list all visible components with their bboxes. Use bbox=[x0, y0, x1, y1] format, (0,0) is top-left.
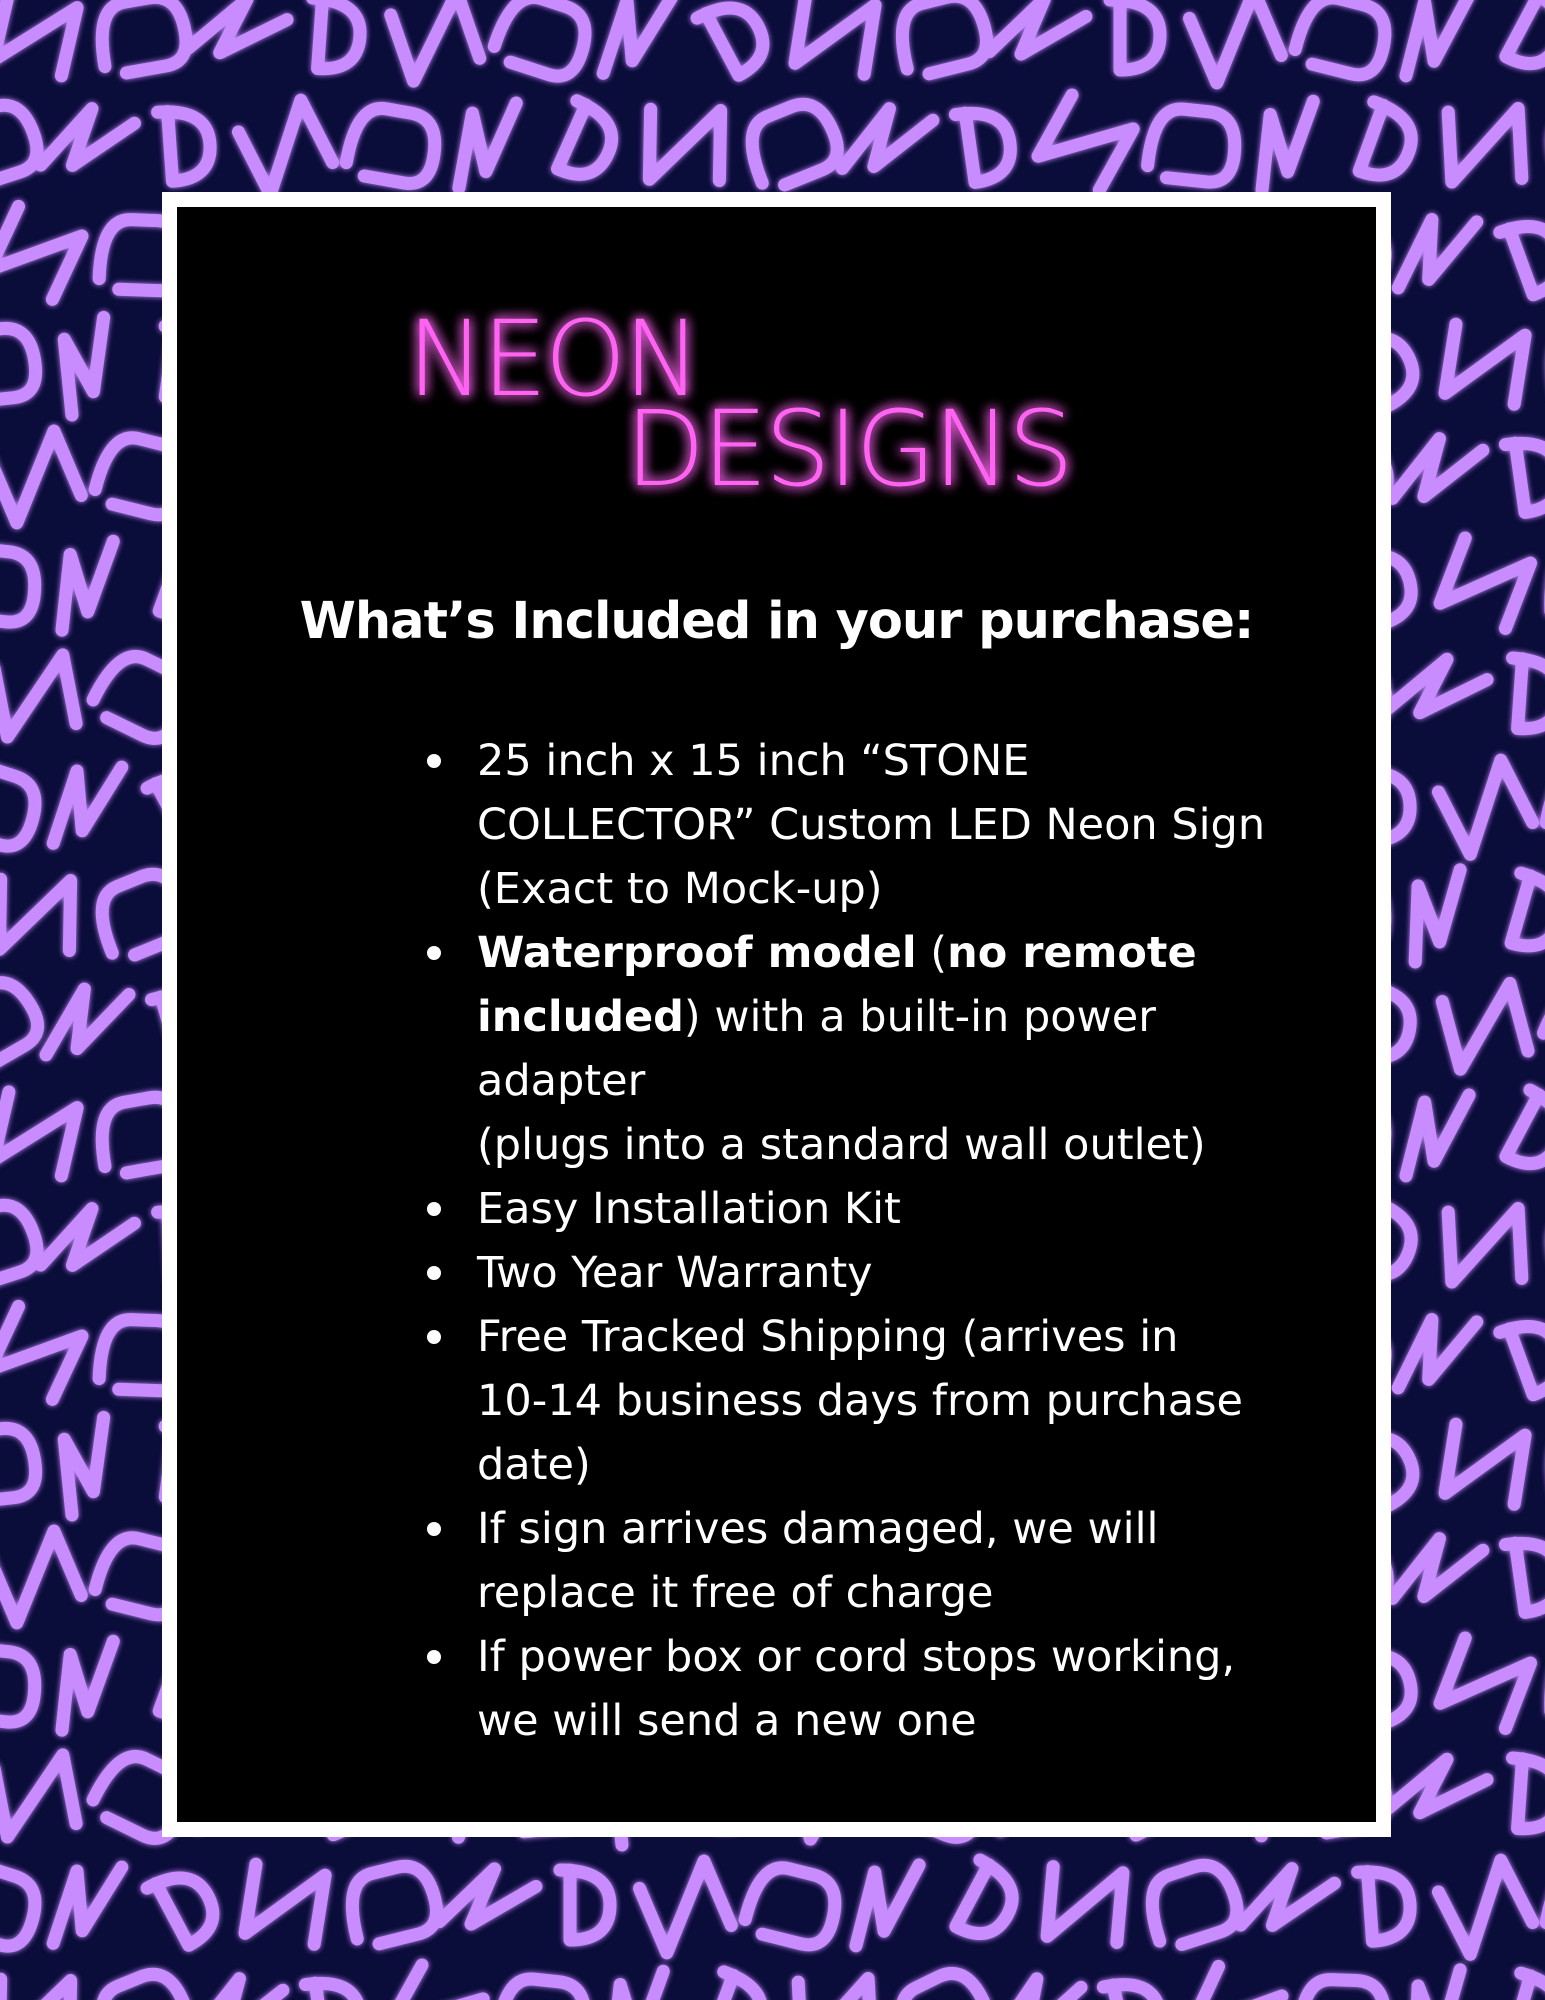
neon-squiggle-shape bbox=[440, 1857, 536, 1951]
neon-squiggle-shape bbox=[0, 431, 81, 523]
neon-squiggle-shape bbox=[1141, 1858, 1243, 1951]
neon-squiggle-shape bbox=[1189, 1966, 1282, 2000]
neon-squiggle-shape bbox=[640, 1861, 732, 1953]
neon-squiggle-shape bbox=[0, 1425, 38, 1504]
neon-squiggle-shape bbox=[649, 109, 720, 180]
neon-squiggle-shape bbox=[1438, 760, 1532, 854]
item-line: If power box or cord stops working, bbox=[477, 1632, 1236, 1682]
neon-squiggle-shape bbox=[1440, 538, 1530, 628]
neon-squiggle-shape bbox=[147, 1865, 224, 1950]
neon-squiggle-shape bbox=[38, 1417, 138, 1515]
neon-squiggle-shape bbox=[1350, 102, 1421, 185]
neon-squiggle-shape bbox=[345, 104, 441, 188]
neon-squiggle-shape bbox=[592, 1971, 684, 2000]
bullet-icon bbox=[427, 1650, 441, 1664]
neon-squiggle-shape bbox=[192, 1971, 283, 2000]
list-item bbox=[427, 1497, 1277, 1625]
bullet-icon bbox=[427, 1522, 441, 1536]
item-line: Two Year Warranty bbox=[477, 1248, 873, 1298]
neon-squiggle-shape bbox=[1502, 1973, 1545, 2000]
neon-squiggle-shape bbox=[1448, 108, 1522, 182]
bullet-icon bbox=[427, 1266, 441, 1280]
neon-squiggle-shape bbox=[1038, 95, 1133, 190]
item-line: date) bbox=[477, 1440, 591, 1490]
item-line: 10-14 business days from purchase bbox=[477, 1376, 1243, 1426]
neon-squiggle-shape bbox=[0, 1646, 38, 1725]
neon-squiggle-shape bbox=[1508, 1758, 1545, 1831]
logo-word-neon: NEON bbox=[407, 298, 699, 420]
page-title: What’s Included in your purchase: bbox=[299, 592, 1254, 651]
neon-squiggle-shape bbox=[1505, 1538, 1545, 1614]
neon-squiggle-shape bbox=[1508, 658, 1545, 731]
item-line: we will send a new one bbox=[477, 1696, 977, 1746]
neon-squiggle-shape bbox=[1395, 0, 1480, 76]
neon-squiggle-shape bbox=[1445, 324, 1525, 404]
neon-squiggle-shape bbox=[0, 1979, 71, 2000]
neon-squiggle-shape bbox=[842, 101, 933, 188]
neon-squiggle-shape bbox=[1110, 0, 1160, 70]
item-line: 25 inch x 15 inch “STONE bbox=[477, 736, 1030, 786]
neon-squiggle-shape bbox=[0, 546, 38, 625]
neon-squiggle-shape bbox=[245, 1864, 325, 1944]
neon-squiggle-shape bbox=[1241, 1859, 1335, 1950]
neon-squiggle-shape bbox=[560, 1870, 610, 1940]
neon-squiggle-shape bbox=[743, 1861, 842, 1949]
neon-squiggle-shape bbox=[1242, 101, 1334, 190]
neon-squiggle-shape bbox=[46, 985, 129, 1064]
neon-squiggle-shape bbox=[1190, 0, 1282, 83]
neon-squiggle-shape bbox=[798, 1978, 872, 2000]
neon-squiggle-shape bbox=[0, 1531, 81, 1623]
neon-squiggle-shape bbox=[95, 0, 191, 76]
neon-squiggle-shape bbox=[42, 1641, 134, 1730]
neon-squiggle-shape bbox=[41, 1199, 135, 1290]
neon-squiggle-shape bbox=[1540, 978, 1545, 1075]
list-item bbox=[427, 1241, 1277, 1305]
neon-squiggle-shape bbox=[1398, 218, 1477, 292]
neon-squiggle-shape bbox=[700, 1972, 771, 2000]
item-line: Free Tracked Shipping (arrives in bbox=[477, 1312, 1179, 1362]
neon-squiggle-shape bbox=[1500, 1315, 1545, 1398]
neon-squiggle-shape bbox=[1497, 1090, 1545, 1175]
item-bold-text: no remote bbox=[947, 928, 1197, 978]
neon-squiggle-shape bbox=[795, 0, 875, 74]
neon-squiggle-shape bbox=[697, 0, 774, 80]
logo-word-designs: DESIGNS bbox=[625, 388, 1071, 510]
neon-squiggle-shape bbox=[188, 0, 287, 82]
neon-squiggle-shape bbox=[740, 96, 845, 193]
neon-squiggle-shape bbox=[0, 1859, 44, 1952]
neon-squiggle-shape bbox=[0, 759, 44, 852]
item-bold-text: included bbox=[477, 992, 684, 1042]
neon-squiggle-shape bbox=[1299, 1979, 1386, 2000]
neon-squiggle-shape bbox=[1500, 215, 1545, 298]
neon-designs-logo bbox=[407, 297, 1107, 517]
neon-squiggle-shape bbox=[0, 206, 82, 299]
item-text: ( bbox=[916, 928, 948, 978]
neon-squiggle-shape bbox=[1442, 983, 1528, 1069]
neon-squiggle-shape bbox=[990, 0, 1086, 81]
bullet-icon bbox=[427, 1330, 441, 1344]
item-line: (Exact to Mock-up) bbox=[477, 864, 883, 914]
item-line: (plugs into a standard wall outlet) bbox=[477, 1120, 1206, 1170]
item-text: ) with a built-in power bbox=[683, 992, 1156, 1042]
content-panel bbox=[177, 207, 1376, 1822]
neon-squiggle-shape bbox=[0, 1306, 82, 1399]
neon-squiggle-shape bbox=[0, 1198, 44, 1291]
neon-squiggle-shape bbox=[90, 1966, 195, 2000]
item-line: COLLECTOR” Custom LED Neon Sign bbox=[477, 800, 1266, 850]
bullet-icon bbox=[427, 1202, 441, 1216]
neon-squiggle-shape bbox=[343, 1860, 442, 1948]
neon-squiggle-shape bbox=[1438, 1860, 1532, 1954]
neon-squiggle-shape bbox=[308, 0, 363, 71]
neon-squiggle-shape bbox=[0, 879, 71, 950]
item-line: If sign arrives damaged, we will bbox=[477, 1504, 1159, 1554]
neon-squiggle-shape bbox=[1539, 1194, 1545, 1294]
list-item bbox=[427, 729, 1277, 921]
neon-squiggle-shape bbox=[158, 109, 213, 182]
neon-squiggle-shape bbox=[1390, 1970, 1485, 2000]
neon-squiggle-shape bbox=[994, 1973, 1081, 2000]
neon-squiggle-shape bbox=[548, 101, 622, 185]
neon-squiggle-shape bbox=[443, 103, 532, 188]
neon-squiggle-shape bbox=[1293, 0, 1392, 80]
neon-squiggle-shape bbox=[1539, 94, 1545, 194]
neon-squiggle-shape bbox=[893, 0, 992, 79]
item-line: replace it free of charge bbox=[477, 1568, 994, 1618]
neon-squiggle-shape bbox=[0, 325, 38, 404]
item-bold-text: Waterproof model bbox=[477, 928, 917, 978]
neon-squiggle-shape bbox=[388, 1965, 483, 2000]
neon-squiggle-shape bbox=[0, 1092, 77, 1176]
list-item bbox=[427, 921, 1277, 1177]
neon-squiggle-shape bbox=[1395, 1095, 1480, 1176]
neon-squiggle-shape bbox=[1390, 870, 1485, 962]
neon-squiggle-shape bbox=[1445, 1424, 1525, 1504]
neon-squiggle-shape bbox=[1392, 431, 1483, 518]
neon-squiggle-shape bbox=[42, 541, 134, 630]
neon-squiggle-shape bbox=[0, 972, 46, 1075]
neon-squiggle-shape bbox=[41, 99, 135, 190]
list-item bbox=[427, 1305, 1277, 1497]
neon-squiggle-shape bbox=[1392, 1531, 1483, 1618]
list-item bbox=[427, 1177, 1277, 1241]
neon-squiggle-shape bbox=[845, 1865, 930, 1946]
neon-squiggle-shape bbox=[1448, 1208, 1522, 1282]
neon-squiggle-shape bbox=[1103, 1977, 1166, 2000]
neon-squiggle-shape bbox=[1398, 1318, 1477, 1392]
neon-squiggle-shape bbox=[1358, 1869, 1413, 1942]
neon-squiggle-shape bbox=[947, 1860, 1024, 1945]
neon-squiggle-shape bbox=[1497, 0, 1545, 75]
neon-squiggle-shape bbox=[47, 1867, 128, 1943]
neon-squiggle-shape bbox=[497, 1976, 589, 2000]
list-item bbox=[427, 1625, 1277, 1753]
neon-squiggle-shape bbox=[305, 1978, 364, 2000]
bullet-icon bbox=[427, 754, 441, 768]
neon-squiggle-shape bbox=[0, 655, 76, 737]
neon-squiggle-shape bbox=[0, 0, 77, 76]
neon-squiggle-shape bbox=[491, 0, 593, 82]
neon-squiggle-shape bbox=[1502, 873, 1545, 954]
neon-squiggle-shape bbox=[0, 98, 44, 191]
neon-squiggle-shape bbox=[391, 0, 480, 81]
neon-squiggle-shape bbox=[47, 767, 128, 843]
neon-squiggle-shape bbox=[889, 1964, 996, 2000]
item-line: adapter bbox=[477, 1056, 646, 1106]
neon-squiggle-shape bbox=[0, 1755, 76, 1837]
item-line: Easy Installation Kit bbox=[477, 1184, 901, 1234]
neon-squiggle-shape bbox=[1440, 1638, 1530, 1728]
neon-squiggle-shape bbox=[597, 0, 678, 73]
neon-squiggle-shape bbox=[1047, 1867, 1123, 1943]
neon-squiggle-shape bbox=[1388, 1746, 1487, 1842]
neon-squiggle-shape bbox=[1147, 106, 1239, 185]
neon-squiggle-shape bbox=[1505, 438, 1545, 514]
bullet-icon bbox=[427, 946, 441, 960]
neon-squiggle-shape bbox=[955, 108, 1014, 184]
neon-squiggle-shape bbox=[238, 100, 332, 194]
neon-squiggle-shape bbox=[1388, 646, 1487, 742]
neon-squiggle-shape bbox=[38, 317, 138, 415]
